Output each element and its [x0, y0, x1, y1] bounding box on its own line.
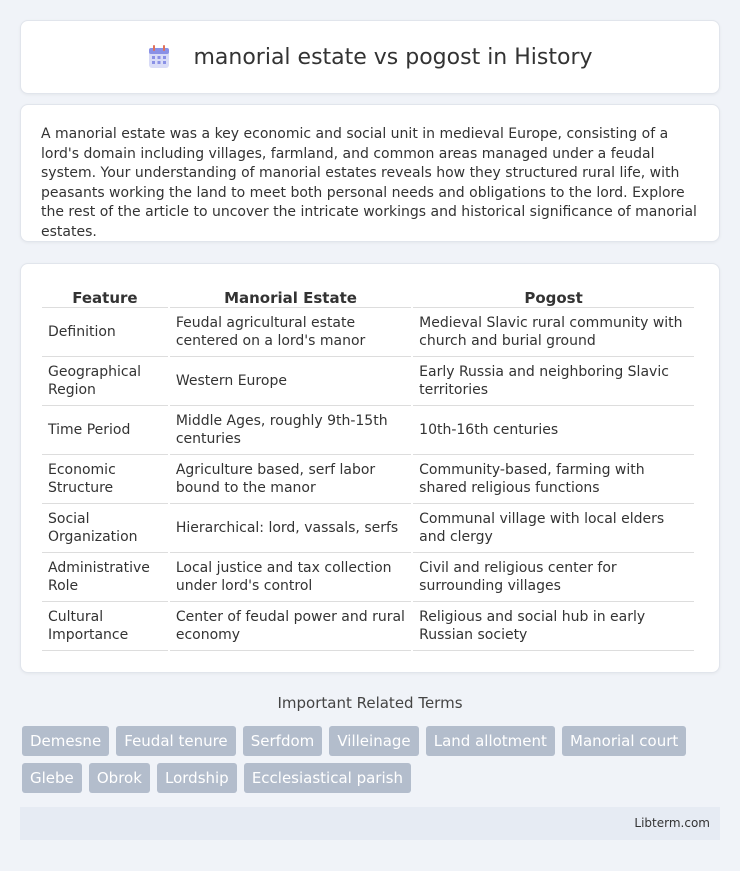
- comparison-table: [40, 284, 696, 651]
- manorial-cell: Western Europe: [170, 357, 411, 406]
- table-row: [42, 504, 694, 553]
- term-tag[interactable]: Obrok: [89, 763, 150, 793]
- header-manorial-estate: Manorial Estate: [170, 284, 411, 308]
- term-tag[interactable]: Feudal tenure: [116, 726, 235, 756]
- page-title: manorial estate vs pogost in History: [193, 44, 593, 70]
- calendar-icon: [147, 44, 171, 70]
- manorial-cell: Local justice and tax collection under lord's control: [170, 553, 411, 602]
- pogost-cell: Medieval Slavic rural community with church and burial ground: [413, 308, 694, 357]
- manorial-cell: Feudal agricultural estate centered on a lord's manor: [170, 308, 411, 357]
- pogost-cell: Community-based, farming with shared religious functions: [413, 455, 694, 504]
- table-row: [42, 406, 694, 455]
- term-tag[interactable]: Lordship: [157, 763, 237, 793]
- table-row: [42, 357, 694, 406]
- term-tag[interactable]: Demesne: [22, 726, 109, 756]
- pogost-cell: Civil and religious center for surrounding villages: [413, 553, 694, 602]
- table-header-row: [42, 284, 694, 308]
- pogost-cell: Early Russia and neighboring Slavic territories: [413, 357, 694, 406]
- manorial-cell: Agriculture based, serf labor bound to the manor: [170, 455, 411, 504]
- table-row: [42, 455, 694, 504]
- feature-cell: Geographical Region: [42, 357, 168, 406]
- manorial-cell: Hierarchical: lord, vassals, serfs: [170, 504, 411, 553]
- related-terms-title: Important Related Terms: [277, 694, 463, 712]
- header-card: [20, 20, 720, 94]
- related-terms-list: [22, 726, 722, 800]
- table-row: [42, 553, 694, 602]
- table-row: [42, 308, 694, 357]
- feature-cell: Economic Structure: [42, 455, 168, 504]
- header-pogost: Pogost: [413, 284, 694, 308]
- term-tag[interactable]: Land allotment: [426, 726, 555, 756]
- comparison-card: [20, 263, 720, 673]
- manorial-cell: Middle Ages, roughly 9th-15th centuries: [170, 406, 411, 455]
- term-tag[interactable]: Glebe: [22, 763, 82, 793]
- manorial-cell: Center of feudal power and rural economy: [170, 602, 411, 651]
- feature-cell: Cultural Importance: [42, 602, 168, 651]
- feature-cell: Time Period: [42, 406, 168, 455]
- term-tag[interactable]: Ecclesiastical parish: [244, 763, 411, 793]
- term-tag[interactable]: Villeinage: [329, 726, 418, 756]
- footer-site-link[interactable]: Libterm.com: [634, 816, 710, 830]
- intro-text: A manorial estate was a key economic and social unit in medieval Europe, consisting of a lord's domain including villages, farmland, and common areas managed under a feudal system. Your understanding of manorial estates reveals how they structured rural life, with peasants working the land to meet both personal needs and obligations to the lord. Explore the rest of the article to uncover the intricate workings and historical significance of manorial estates.: [41, 126, 697, 240]
- footer: [20, 807, 720, 840]
- pogost-cell: 10th-16th centuries: [413, 406, 694, 455]
- table-row: [42, 602, 694, 651]
- term-tag[interactable]: Manorial court: [562, 726, 686, 756]
- term-tag[interactable]: Serfdom: [243, 726, 323, 756]
- pogost-cell: Religious and social hub in early Russian society: [413, 602, 694, 651]
- feature-cell: Definition: [42, 308, 168, 357]
- feature-cell: Administrative Role: [42, 553, 168, 602]
- feature-cell: Social Organization: [42, 504, 168, 553]
- header-feature: Feature: [42, 284, 168, 308]
- intro-card: [20, 104, 720, 242]
- pogost-cell: Communal village with local elders and clergy: [413, 504, 694, 553]
